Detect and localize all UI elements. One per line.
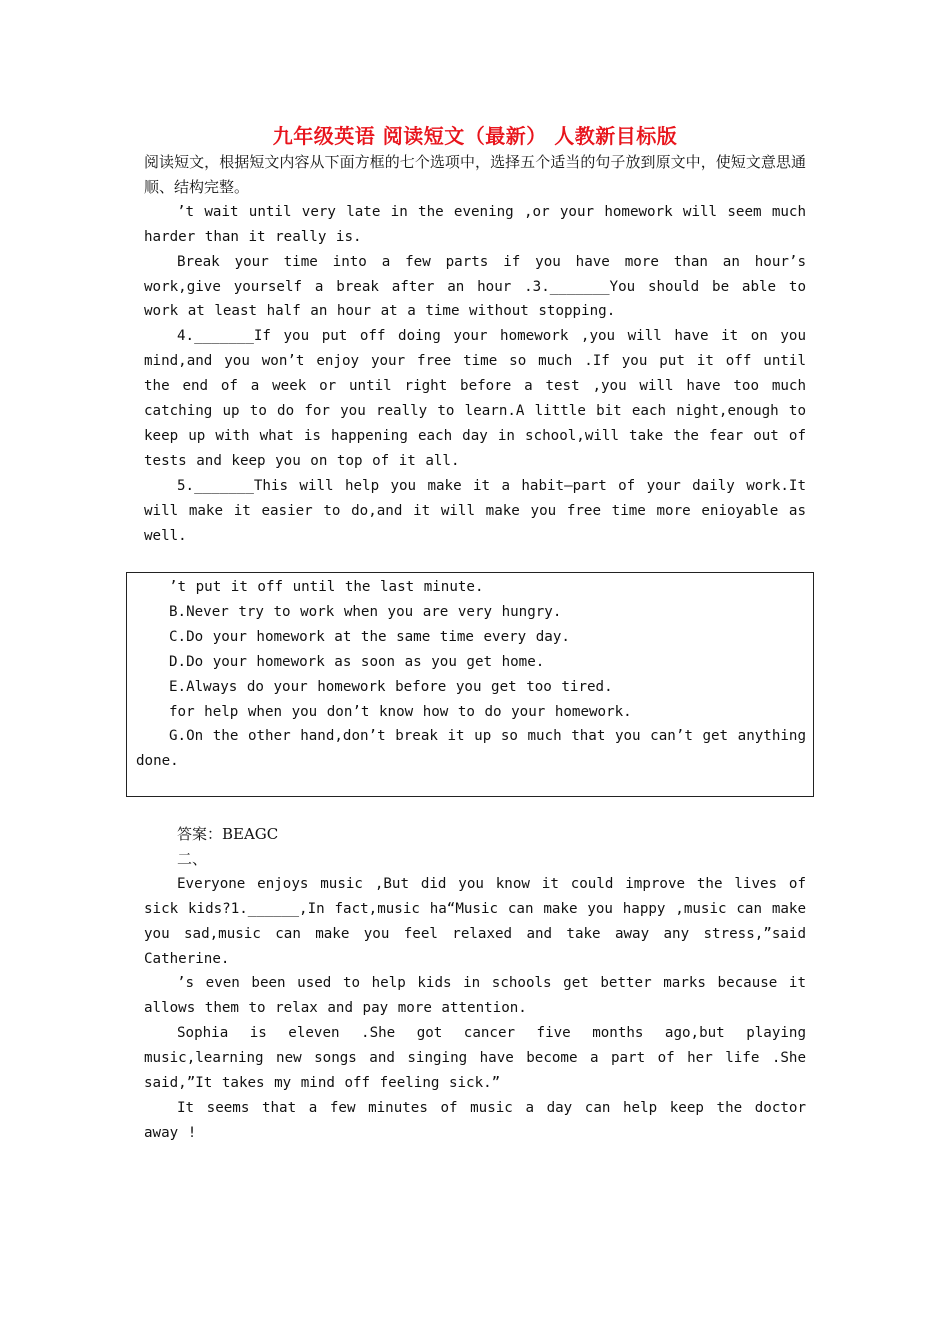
section-two-label: 二、: [177, 849, 208, 868]
option-b: B.Never try to work when you are very hungry.: [169, 603, 562, 620]
options-list: [136, 575, 806, 774]
passage2-paragraph-2: ’s even been used to help kids in schools get better marks because it allows them to relax and pay more attention.: [144, 975, 806, 1017]
section-one: [144, 150, 806, 549]
passage1-paragraph-4: 5._______This will help you make it a habit—part of your daily work.It will make it easier to do,and it will make you free time more enioyable as well.: [144, 477, 806, 544]
options-box: [126, 572, 814, 797]
option-e: E.Always do your homework before you get too tired.: [169, 678, 613, 695]
document-title: 九年级英语 阅读短文（最新） 人教新目标版: [272, 124, 678, 148]
option-f: for help when you don’t know how to do your homework.: [169, 703, 632, 720]
option-g: G.On the other hand,don’t break it up so much that you can’t get anything done.: [136, 728, 806, 770]
instructions: 阅读短文，根据短文内容从下面方框的七个选项中，选择五个适当的句子放到原文中，使短文意思通顺、结构完整。: [144, 153, 806, 196]
answer-line: 答案：BEAGC: [177, 825, 279, 843]
option-d: D.Do your homework as soon as you get home.: [169, 653, 545, 670]
passage1-paragraph-1: ’t wait until very late in the evening ,or your homework will seem much harder than it really is.: [144, 203, 806, 245]
passage1-paragraph-3: 4._______If you put off doing your homework ,you will have it on you mind,and you won’t enjoy your free time so much .If you put it off until the end of a week or until right before a test ,you will have too much catching up to do for you really to learn.A little bit each night,enough to keep up with what is happening each day in school,will take the fear out of tests and keep you on top of it all.: [144, 328, 806, 469]
option-c: C.Do your homework at the same time every day.: [169, 628, 570, 645]
passage2-paragraph-4: It seems that a few minutes of music a day can help keep the doctor away !: [144, 1099, 806, 1141]
passage1-paragraph-2: Break your time into a few parts if you have more than an hour’s work,give yourself a break after an hour .3._______You should be able to work at least half an hour at a time without stopping.: [144, 253, 806, 320]
passage2-paragraph-3: Sophia is eleven .She got cancer five months ago,but playing music,learning new songs and singing have become a part of her life .She said,”It takes my mind off feeling sick.”: [144, 1025, 806, 1092]
passage2-paragraph-1: Everyone enjoys music ,But did you know it could improve the lives of sick kids?1.______,In fact,music ha“Music can make you happy ,music can make you sad,music can make you feel relaxed and take away any stress,”said Catherine.: [144, 875, 806, 967]
section-two: [144, 822, 806, 1146]
option-a: ’t put it off until the last minute.: [169, 579, 484, 595]
